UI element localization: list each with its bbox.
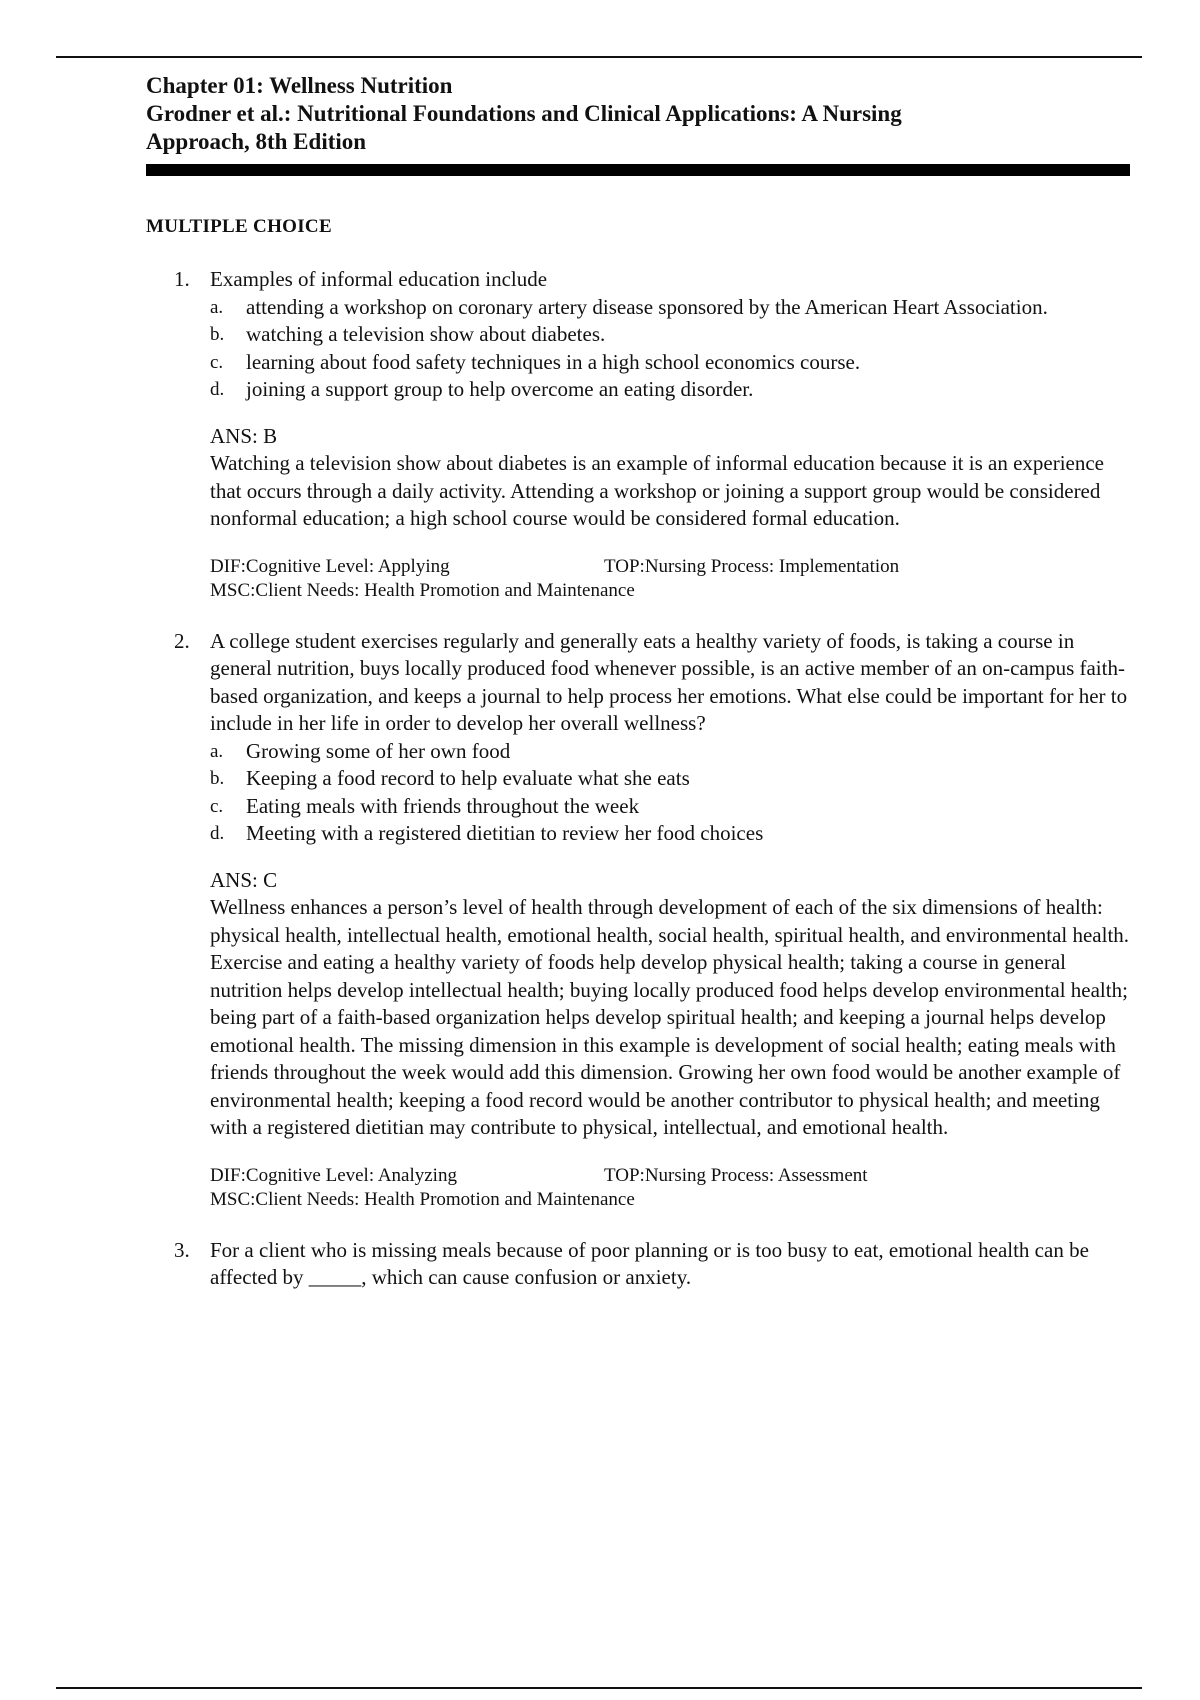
- topic: TOP:Nursing Process: Assessment: [604, 1164, 868, 1186]
- option-d: [210, 820, 1130, 848]
- question-number: 2.: [174, 628, 190, 653]
- answer-block: [210, 867, 1130, 1142]
- option-letter: c.: [210, 351, 224, 373]
- option-text: Growing some of her own food: [246, 738, 511, 763]
- option-letter: a.: [210, 740, 224, 762]
- question-number: 3.: [174, 1237, 190, 1262]
- difficulty-level: DIF:Cognitive Level: Analyzing: [210, 1164, 457, 1186]
- book-title-line-1: Grodner et al.: Nutritional Foundations and Clinical Applications: A Nursing: [146, 101, 902, 126]
- option-text: Keeping a food record to help evaluate what she eats: [246, 766, 690, 790]
- client-needs: MSC:Client Needs: Health Promotion and Maintenance: [210, 1188, 635, 1210]
- option-letter: c.: [210, 795, 224, 817]
- option-d: [210, 376, 1130, 404]
- answer-key: ANS: B: [210, 423, 278, 448]
- option-c: [210, 793, 1130, 821]
- book-title-line-2: Approach, 8th Edition: [146, 129, 367, 154]
- option-a: [210, 294, 1130, 322]
- answer-block: [210, 423, 1130, 533]
- question-metadata: [210, 1164, 1130, 1212]
- option-text: learning about food safety techniques in a high school economics course.: [246, 349, 861, 374]
- option-letter: b.: [210, 324, 225, 345]
- section-title: MULTIPLE CHOICE: [146, 216, 332, 237]
- document-header: [146, 72, 1106, 156]
- option-letter: d.: [210, 823, 225, 844]
- question-stem: Examples of informal education include: [210, 267, 548, 291]
- answer-options: [210, 738, 1130, 848]
- option-text: Eating meals with friends throughout the week: [246, 793, 640, 818]
- question-list: [146, 266, 1130, 1292]
- question-number: 1.: [174, 267, 190, 291]
- question-2: [146, 628, 1130, 1212]
- question-stem: A college student exercises regularly and generally eats a healthy variety of foods, is taking a course in general nutrition, buys locally produced food whenever possible, is an active member of an on-campus faith-based organization, and keeps a journal to help process her emotions. What else could be important for her to include in her life in order to develop her overall wellness?: [210, 628, 1128, 735]
- difficulty-level: DIF:Cognitive Level: Applying: [210, 555, 450, 577]
- option-text: attending a workshop on coronary artery disease sponsored by the American Heart Association.: [246, 294, 1048, 319]
- question-3: [146, 1237, 1130, 1292]
- bottom-page-rule: [56, 1687, 1142, 1689]
- option-b: [210, 765, 1130, 793]
- answer-key: ANS: C: [210, 867, 278, 892]
- answer-rationale: Watching a television show about diabetes is an example of informal education because it is an experience that occurs through a daily activity. Attending a workshop or joining a support group would be considered nonformal education; a high school course would be considered formal education.: [210, 451, 1104, 530]
- option-a: [210, 738, 1130, 766]
- option-text: Meeting with a registered dietitian to review her food choices: [246, 821, 764, 845]
- answer-options: [210, 294, 1130, 404]
- option-text: joining a support group to help overcome an eating disorder.: [246, 377, 754, 401]
- option-b: [210, 321, 1130, 349]
- option-letter: a.: [210, 296, 224, 318]
- chapter-title: Chapter 01: Wellness Nutrition: [146, 73, 453, 98]
- question-stem: For a client who is missing meals because of poor planning or is too busy to eat, emotional health can be affected by _____, which can cause confusion or anxiety.: [210, 1237, 1089, 1289]
- client-needs: MSC:Client Needs: Health Promotion and Maintenance: [210, 579, 635, 601]
- option-letter: b.: [210, 768, 225, 789]
- question-metadata: [210, 555, 1130, 603]
- answer-rationale: Wellness enhances a person’s level of health through development of each of the six dimensions of health: physical health, intellectual health, emotional health, social health, spiritual health, and environmental health. Exercise and eating a healthy variety of foods help develop physical health; taking a course in general nutrition helps develop intellectual health; buying locally produced food helps develop environmental health; being part of a faith-based organization helps develop spiritual health; and keeping a journal helps develop emotional health. The missing dimension in this example is development of social health; eating meals with friends throughout the week would add this dimension. Growing her own food would be another example of environmental health; keeping a food record would be another contributor to physical health; and meeting with a registered dietitian may contribute to physical, intellectual, and emotional health.: [210, 895, 1130, 1139]
- option-text: watching a television show about diabetes.: [246, 322, 606, 346]
- header-divider: [146, 164, 1130, 176]
- question-1: [146, 266, 1130, 603]
- option-c: [210, 349, 1130, 377]
- top-page-rule: [56, 56, 1142, 58]
- option-letter: d.: [210, 379, 225, 400]
- topic: TOP:Nursing Process: Implementation: [604, 555, 900, 577]
